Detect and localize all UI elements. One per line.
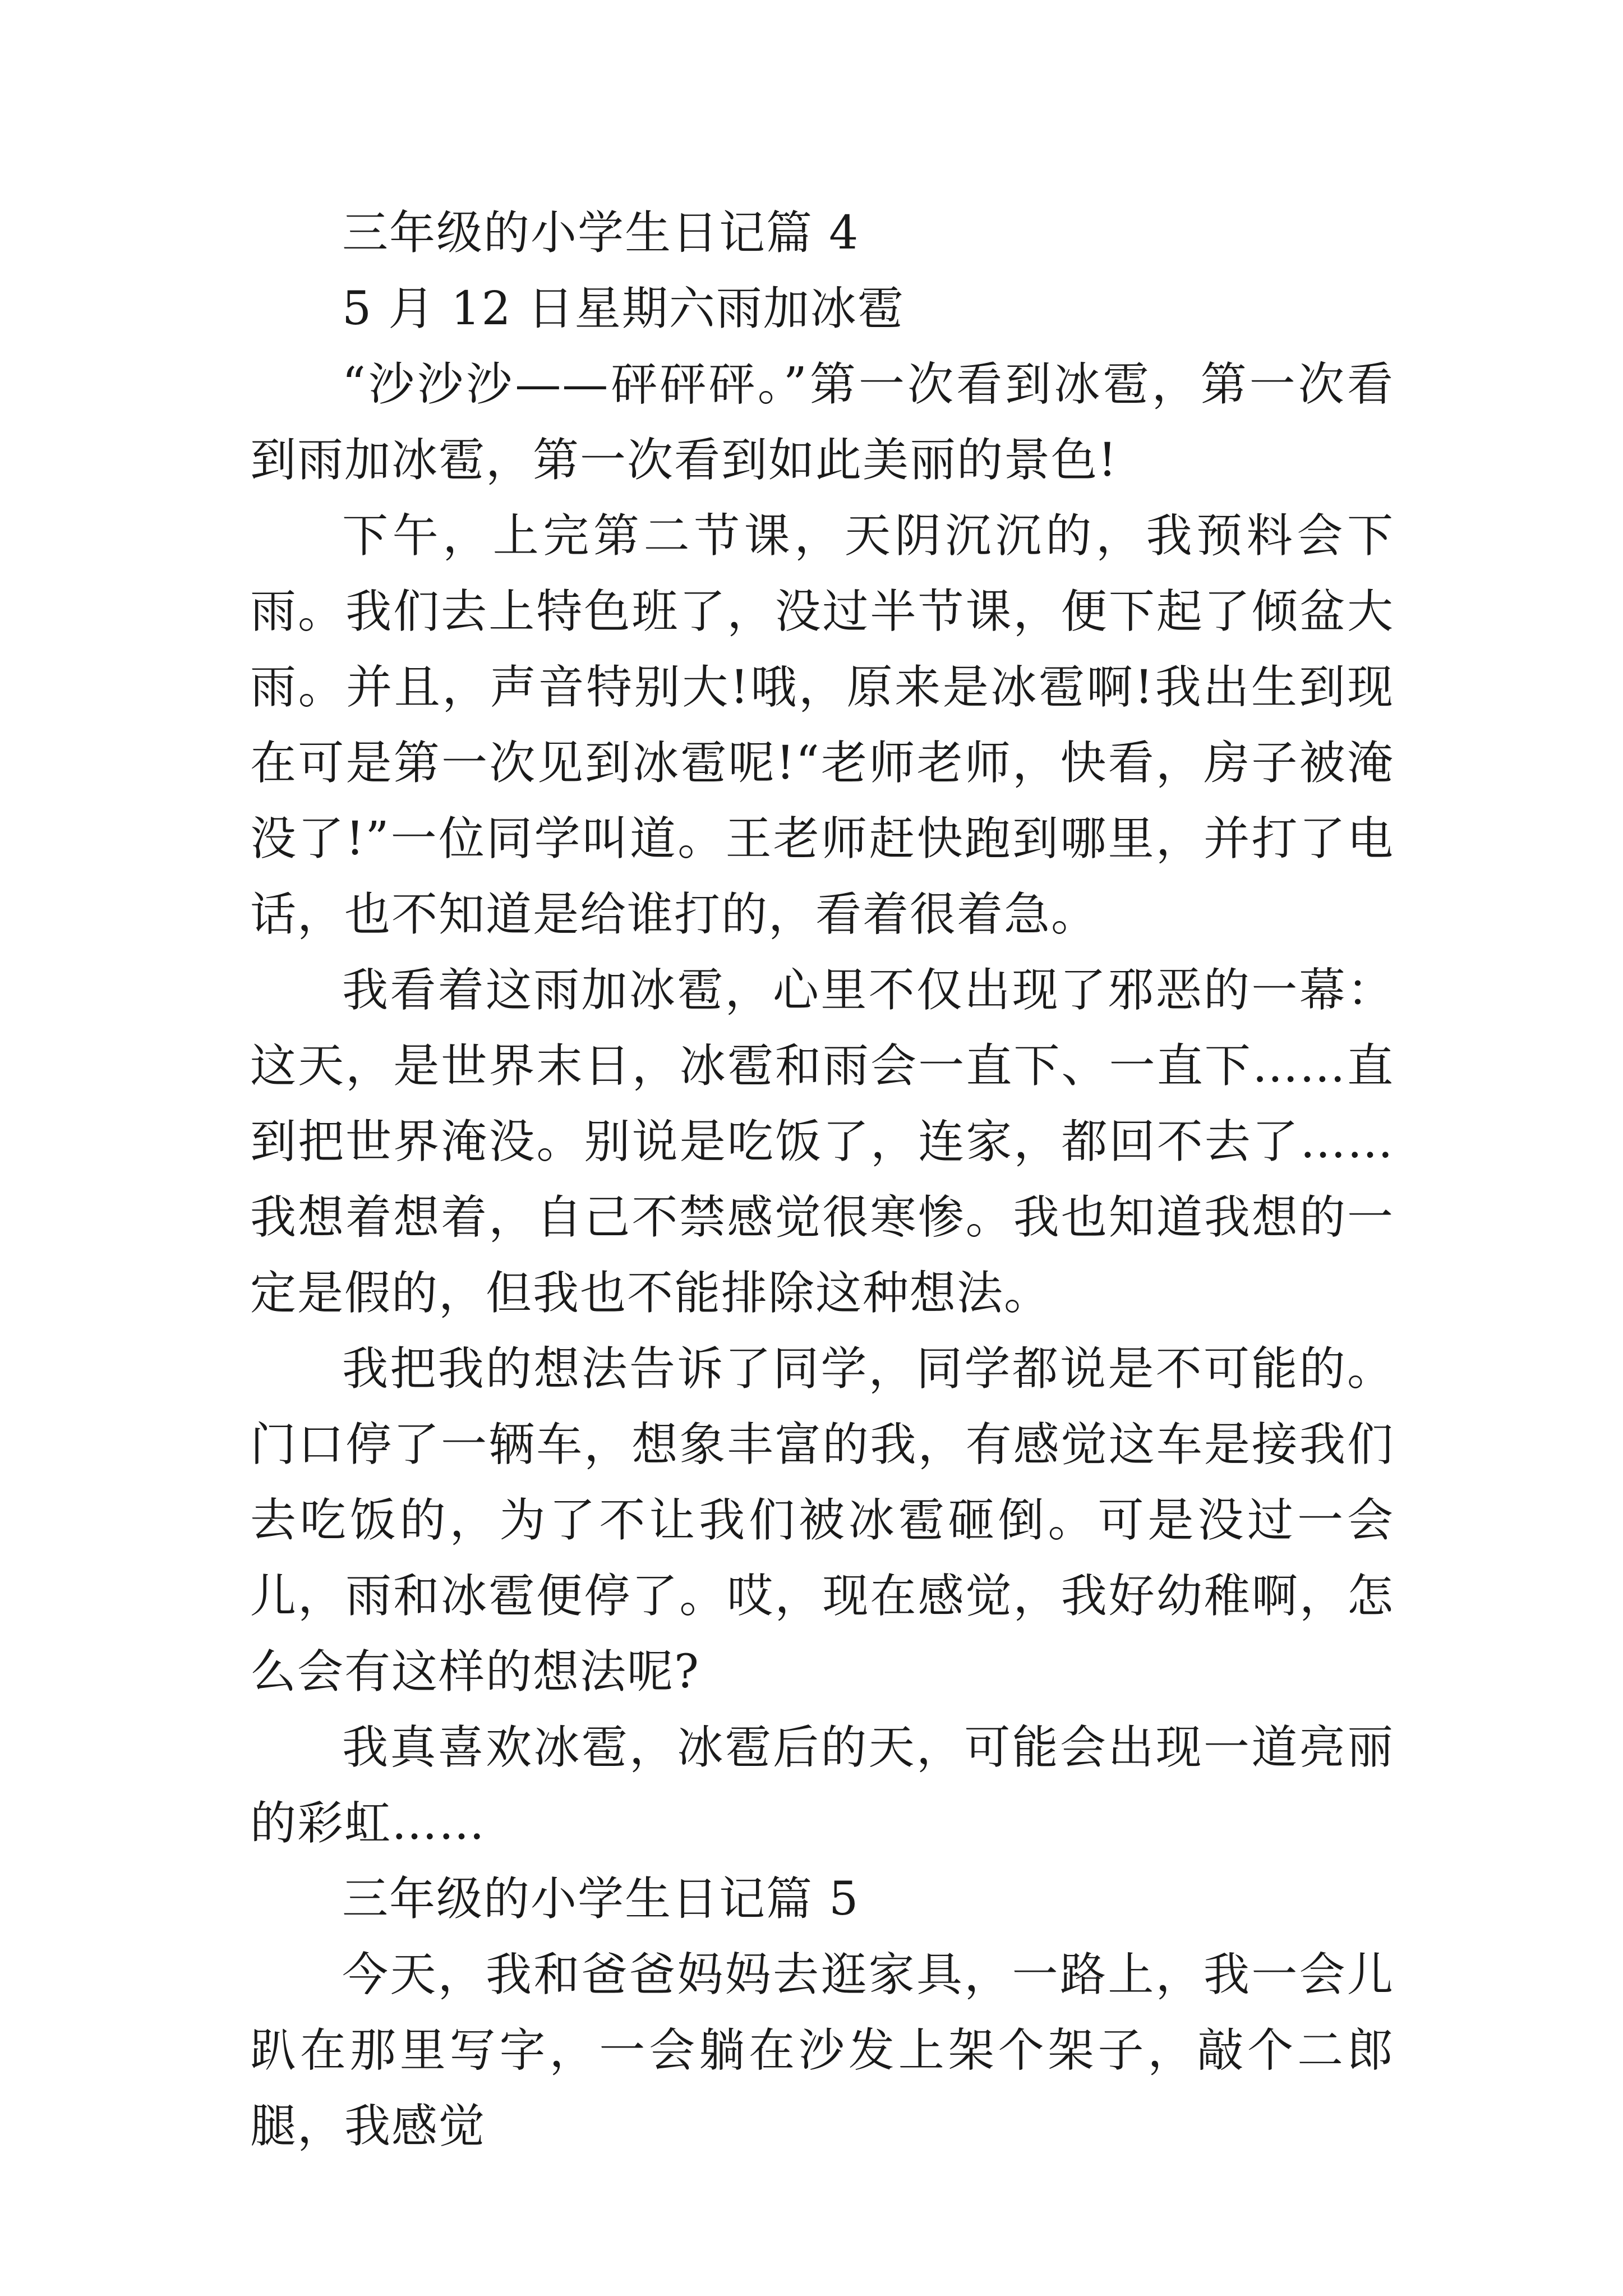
document-body	[250, 195, 1394, 2164]
entry-4-paragraph: 下午，上完第二节课，天阴沉沉的，我预料会下雨。我们去上特色班了，没过半节课，便下起了倾盆大雨。并且，声音特别大!哦，原来是冰雹啊!我出生到现在可是第一次见到冰雹呢!“老师老师，快看，房子被淹没了!”一位同学叫道。王老师赶快跑到哪里，并打了电话，也不知道是给谁打的，看着很着急。	[250, 509, 1394, 941]
entry-5-paragraph: 今天，我和爸爸妈妈去逛家具，一路上，我一会儿趴在那里写字，一会躺在沙发上架个架子，敲个二郎腿，我感觉	[250, 1948, 1394, 2153]
entry-5-title: 三年级的小学生日记篇 5	[342, 1872, 860, 1926]
entry-4-paragraph: 我把我的想法告诉了同学，同学都说是不可能的。门口停了一辆车，想象丰富的我，有感觉这车是接我们去吃饭的，为了不让我们被冰雹砸倒。可是没过一会儿，雨和冰雹便停了。哎，现在感觉，我好幼稚啊，怎么会有这样的想法呢?	[250, 1342, 1394, 1699]
entry-4-paragraph: 我看着这雨加冰雹，心里不仅出现了邪恶的一幕：这天，是世界末日，冰雹和雨会一直下、一直下……直到把世界淹没。别说是吃饭了，连家，都回不去了……我想着想着，自己不禁感觉很寒惨。我也知道我想的一定是假的，但我也不能排除这种想法。	[250, 964, 1394, 1320]
entry-4-paragraph: “沙沙沙——砰砰砰。”第一次看到冰雹，第一次看到雨加冰雹，第一次看到如此美丽的景色!	[250, 358, 1394, 487]
entry-4-title: 三年级的小学生日记篇 4	[342, 206, 860, 260]
entry-4-paragraph: 我真喜欢冰雹，冰雹后的天，可能会出现一道亮丽的彩虹……	[250, 1721, 1394, 1850]
entry-4-date: 5 月 12 日星期六雨加冰雹	[342, 282, 905, 335]
